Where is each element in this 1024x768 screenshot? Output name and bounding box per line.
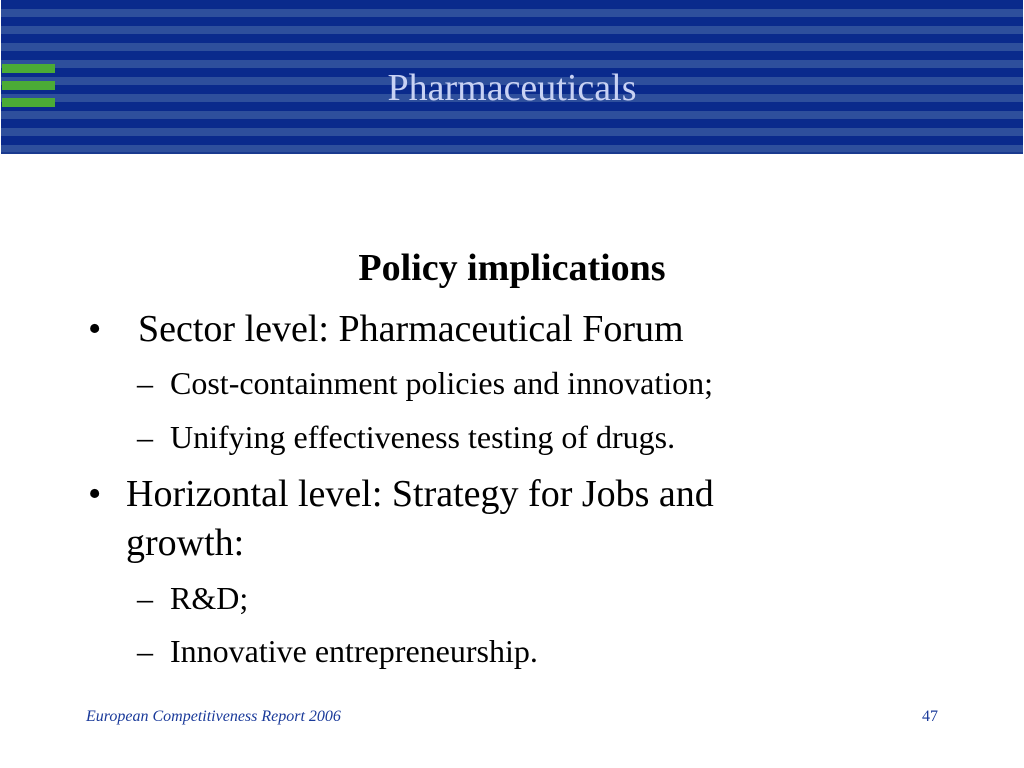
sub-text: R&D; bbox=[170, 580, 249, 616]
bullet-text-line2: growth: bbox=[126, 522, 245, 564]
sub-marker: – bbox=[137, 580, 153, 616]
sub-marker: – bbox=[137, 419, 153, 455]
bullet-marker: • bbox=[88, 473, 102, 515]
sub-item bbox=[137, 578, 897, 618]
sub-item bbox=[137, 631, 897, 671]
sub-marker: – bbox=[137, 365, 153, 401]
sub-item bbox=[137, 417, 897, 457]
sub-marker: – bbox=[137, 633, 153, 669]
sub-text: Cost-containment policies and innovation; bbox=[170, 365, 714, 401]
slide-subtitle: Policy implications bbox=[358, 247, 666, 289]
bullet-text-line1: Horizontal level: Strategy for Jobs and bbox=[126, 473, 714, 515]
sub-text: Innovative entrepreneurship. bbox=[170, 633, 538, 669]
slide-title: Pharmaceuticals bbox=[387, 67, 637, 109]
sub-item bbox=[137, 363, 897, 403]
bullet-item bbox=[88, 471, 888, 567]
sub-text: Unifying effectiveness testing of drugs. bbox=[170, 419, 676, 455]
bullet-marker: • bbox=[88, 308, 102, 350]
page-number: 47 bbox=[922, 708, 938, 725]
bullet-item bbox=[88, 306, 888, 352]
footer-report-name: European Competitiveness Report 2006 bbox=[86, 708, 341, 725]
bullet-text: Sector level: Pharmaceutical Forum bbox=[138, 308, 684, 350]
